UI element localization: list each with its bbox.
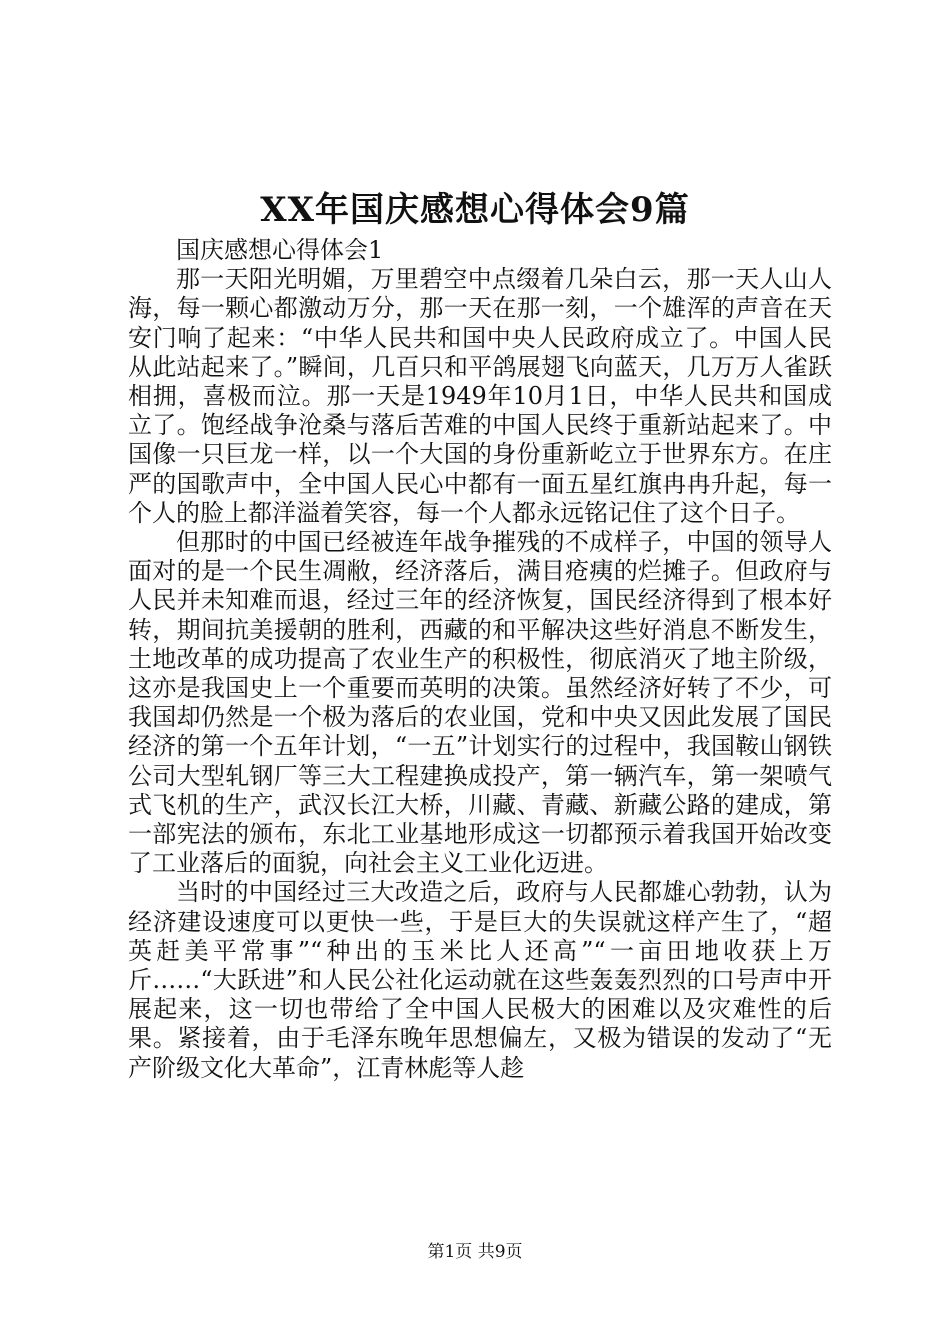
paragraph: 那一天阳光明媚，万里碧空中点缀着几朵白云，那一天人山人海，每一颗心都激动万分，那一天在那一刻，一个雄浑的声音在天安门响了起来：“中华人民共和国中央人民政府成立了。中国人民从此站起来了。”瞬间，几百只和平鸽展翅飞向蓝天，几万万人雀跃相拥，喜极而泣。那一天是1949年10月1日，中华人民共和国成立了。饱经战争沧桑与落后苦难的中国人民终于重新站起来了。中国像一只巨龙一样，以一个大国的身份重新屹立于世界东方。在庄严的国歌声中，全中国人民心中都有一面五星红旗冉冉升起，每一个人的脸上都洋溢着笑容，每一个人都永远铭记住了这个日子。 [128,265,832,527]
document-title: XX年国庆感想心得体会9篇 [260,190,690,230]
document-body [128,236,832,1083]
paragraph: 但那时的中国已经被连年战争摧残的不成样子，中国的领导人面对的是一个民生凋敝，经济落后，满目疮痍的烂摊子。但政府与人民并未知难而退，经过三年的经济恢复，国民经济得到了根本好转，期间抗美援朝的胜利，西藏的和平解决这些好消息不断发生，土地改革的成功提高了农业生产的积极性，彻底消灭了地主阶级，这亦是我国史上一个重要而英明的决策。虽然经济好转了不少，可我国却仍然是一个极为落后的农业国，党和中央又因此发展了国民经济的第一个五年计划，“一五”计划实行的过程中，我国鞍山钢铁公司大型轧钢厂等三大工程建换成投产，第一辆汽车，第一架喷气式飞机的生产，武汉长江大桥，川藏、青藏、新藏公路的建成，第一部宪法的颁布，东北工业基地形成这一切都预示着我国开始改变了工业落后的面貌，向社会主义工业化迈进。 [128,528,832,878]
page-number: 第1页 共9页 [427,1242,523,1262]
section-heading: 国庆感想心得体会1 [176,236,384,264]
paragraph: 当时的中国经过三大改造之后，政府与人民都雄心勃勃，认为经济建设速度可以更快一些，于是巨大的失误就这样产生了，“超英赶美平常事”“种出的玉米比人还高”“一亩田地收获上万斤……“大跃进”和人民公社化运动就在这些轰轰烈烈的口号声中开展起来，这一切也带给了全中国人民极大的困难以及灾难性的后果。紧接着，由于毛泽东晚年思想偏左，又极为错误的发动了“无产阶级文化大革命”，江青林彪等人趁 [128,878,832,1082]
